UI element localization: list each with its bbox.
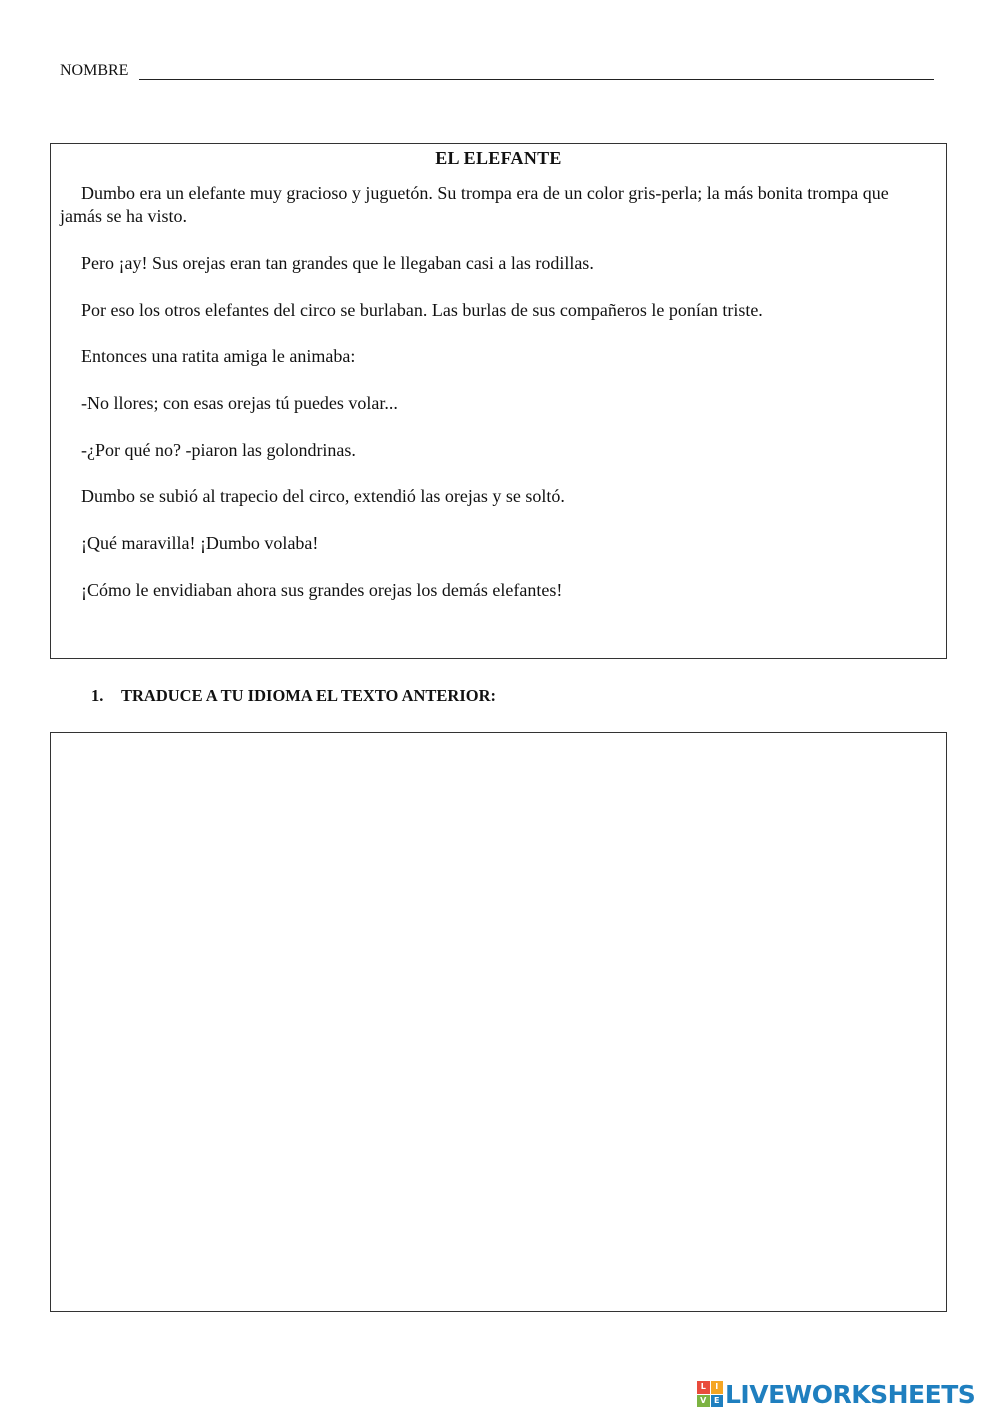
liveworksheets-logo-icon [697, 1381, 723, 1407]
paragraph: ¡Qué maravilla! ¡Dumbo volaba! [81, 533, 319, 553]
question-number: 1. [91, 686, 104, 705]
logo-letter-1: I [711, 1381, 724, 1394]
liveworksheets-brand [697, 1378, 975, 1410]
logo-letter-2: V [697, 1395, 710, 1408]
answer-textbox[interactable] [50, 732, 947, 1312]
paragraph: ¡Cómo le envidiaban ahora sus grandes orejas los demás elefantes! [81, 580, 563, 600]
reading-box [50, 143, 947, 659]
question-text: TRADUCE A TU IDIOMA EL TEXTO ANTERIOR: [121, 686, 497, 705]
paragraph: -No llores; con esas orejas tú puedes volar... [81, 393, 398, 413]
question-1 [91, 686, 496, 706]
name-label: NOMBRE [60, 62, 129, 79]
logo-letter-0: L [697, 1381, 710, 1394]
paragraph: -¿Por qué no? -piaron las golondrinas. [81, 440, 356, 460]
paragraph: Entonces una ratita amiga le animaba: [81, 346, 356, 366]
paragraph: Dumbo era un elefante muy gracioso y juguetón. Su trompa era de un color gris-perla; la más bonita trompa que jamás se ha visto. [60, 183, 889, 226]
paragraph: Pero ¡ay! Sus orejas eran tan grandes que le llegaban casi a las rodillas. [81, 253, 594, 273]
paragraph: Dumbo se subió al trapecio del circo, extendió las orejas y se soltó. [81, 486, 565, 506]
name-field [60, 60, 934, 84]
brand-text: LIVEWORKSHEETS [725, 1379, 976, 1409]
paragraph: Por eso los otros elefantes del circo se burlaban. Las burlas de sus compañeros le ponían triste. [81, 300, 763, 320]
name-underline [139, 79, 934, 80]
logo-letter-3: E [711, 1395, 724, 1408]
reading-title: EL ELEFANTE [435, 148, 562, 168]
